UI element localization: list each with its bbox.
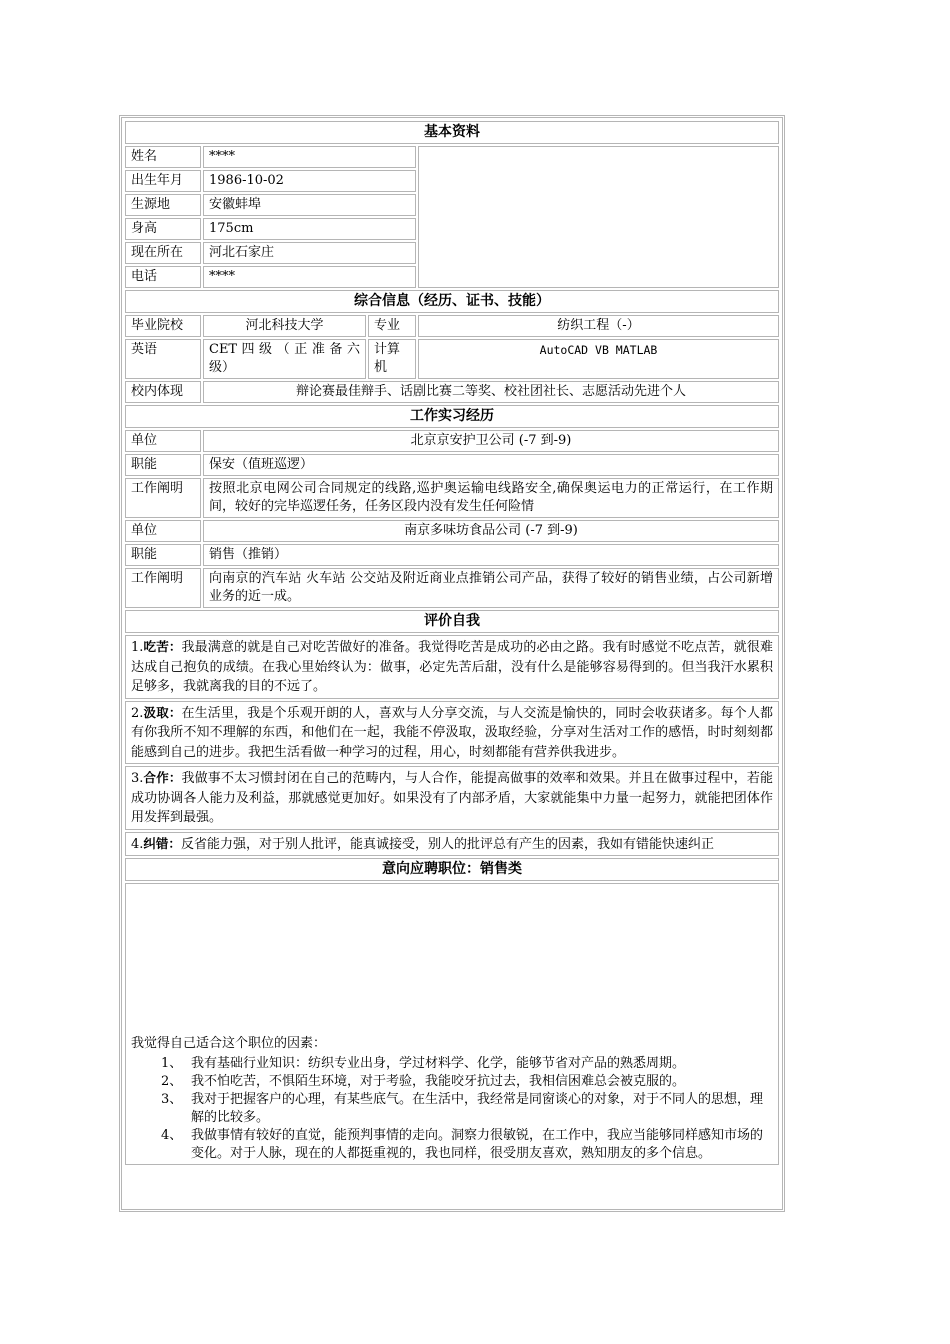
section-comprehensive-header: 综合信息（经历、证书、技能） [125, 290, 779, 313]
reason-text: 我有基础行业知识：纺织专业出身，学过材料学、化学，能够节省对产品的熟悉周期。 [191, 1056, 686, 1071]
work-desc-value: 按照北京电网公司合同规定的线路,巡护奥运输电线路安全,确保奥运电力的正常运行，在工作期间，较好的完毕巡逻任务，任务区段内没有发生任何险情 [203, 478, 779, 518]
section-target-header: 意向应聘职位：销售类 [125, 858, 779, 881]
location-label: 现在所在 [125, 242, 201, 264]
height-value: 175cm [203, 218, 416, 240]
work-role-value: 保安（值班巡逻） [203, 454, 779, 476]
school-value: 河北科技大学 [203, 315, 366, 337]
reason-item [131, 1127, 773, 1163]
evaluation-item [125, 832, 779, 857]
origin-value: 安徽蚌埠 [203, 194, 416, 216]
work-role-label: 职能 [125, 454, 201, 476]
work-unit-label: 单位 [125, 430, 201, 452]
birth-label: 出生年月 [125, 170, 201, 192]
computer-label: 计算机 [368, 339, 416, 379]
evaluation-number: 2. [131, 705, 144, 721]
work-unit-value: 北京京安护卫公司 (-7 到-9) [203, 430, 779, 452]
blank-space [131, 885, 773, 1035]
major-value: 纺织工程（-） [418, 315, 779, 337]
reason-list [131, 1055, 773, 1163]
photo-area [418, 146, 779, 288]
evaluation-title: 合作 [143, 770, 169, 785]
evaluation-title: 汲取 [143, 704, 169, 720]
reason-number: 4、 [161, 1128, 183, 1143]
computer-value: AutoCAD VB MATLAB [418, 339, 779, 379]
reason-text: 我对于把握客户的心理，有某些底气。在生活中，我经常是同窗谈心的对象，对于不同人的思想，理解的比较多。 [191, 1092, 764, 1125]
work-unit-value: 南京多味坊食品公司 (-7 到-9) [203, 520, 779, 542]
name-label: 姓名 [125, 146, 201, 168]
target-intro: 我觉得自己适合这个职位的因素： [131, 1036, 327, 1051]
work-role-value: 销售（推销） [203, 544, 779, 566]
name-value: **** [203, 146, 416, 168]
english-label: 英语 [125, 339, 201, 379]
evaluation-separator: ： [168, 835, 181, 851]
evaluation-number: 1. [131, 640, 144, 655]
evaluation-separator: ： [168, 770, 182, 785]
reason-number: 1、 [161, 1056, 183, 1071]
reason-text: 我做事情有较好的直觉，能预判事情的走向。洞察力很敏锐，在工作中，我应当能够同样感知市场的变化。对于人脉，现在的人都挺重视的，我也同样，很受朋友喜欢，熟知朋友的多个信息。 [191, 1128, 764, 1161]
evaluation-text: 我做事不太习惯封闭在自己的范畴内，与人合作，能提高做事的效率和效果。并且在做事过程中，若能成功协调各人能力及利益，那就感觉更加好。如果没有了内部矛盾，大家就能集中力量一起努力，就能把团体作用发挥到最强。 [131, 771, 773, 825]
work-desc-label: 工作阐明 [125, 568, 201, 608]
height-label: 身高 [125, 218, 201, 240]
reason-item [131, 1055, 773, 1073]
english-value: CET 四 级 （ 正 准 备 六 级） [203, 339, 366, 379]
evaluation-text: 反省能力强，对于别人批评，能真诚接受，别人的批评总有产生的因素，我如有错能快速纠正 [180, 836, 714, 852]
work-role-label: 职能 [125, 544, 201, 566]
evaluation-item [125, 635, 779, 699]
phone-label: 电话 [125, 266, 201, 288]
location-value: 河北石家庄 [203, 242, 416, 264]
evaluation-separator: ： [168, 704, 182, 720]
evaluation-separator: ： [168, 639, 182, 654]
evaluation-item [125, 766, 779, 830]
birth-value: 1986-10-02 [203, 170, 416, 192]
evaluation-title: 纠错 [143, 835, 169, 851]
phone-value: **** [203, 266, 416, 288]
evaluation-title: 吃苦 [143, 639, 169, 654]
reason-number: 2、 [161, 1074, 183, 1089]
evaluation-text: 在生活里，我是个乐观开朗的人，喜欢与人分享交流，与人交流是愉快的，同时会收获诸多。每个人都有你我所不知不理解的东西，和他们在一起，我能不停汲取，汲取经验，分享对生活对工作的感悟，时时刻刻都能感到自己的进步。我把生活看做一种学习的过程，用心，时刻都能有营养供我进步。 [131, 705, 773, 760]
reason-item [131, 1091, 773, 1127]
work-unit-label: 单位 [125, 520, 201, 542]
major-label: 专业 [368, 315, 416, 337]
target-content [125, 883, 779, 1165]
resume-table [119, 115, 785, 1212]
campus-value: 辩论赛最佳辩手、话剧比赛二等奖、校社团社长、志愿活动先进个人 [203, 381, 779, 403]
campus-label: 校内体现 [125, 381, 201, 403]
origin-label: 生源地 [125, 194, 201, 216]
section-evaluation-header: 评价自我 [125, 610, 779, 633]
evaluation-text: 我最满意的就是自己对吃苦做好的准备。我觉得吃苦是成功的必由之路。我有时感觉不吃点苦，就很难达成自己抱负的成绩。在我心里始终认为：做事，必定先苦后甜，没有什么是能够容易得到的。但当我汗水累积足够多，我就离我的目的不远了。 [131, 640, 773, 694]
reason-text: 我不怕吃苦，不惧陌生环境，对于考验，我能咬牙抗过去，我相信困难总会被克服的。 [191, 1074, 686, 1089]
section-work-header: 工作实习经历 [125, 405, 779, 428]
section-basic-header: 基本资料 [125, 121, 779, 144]
work-desc-value: 向南京的汽车站 火车站 公交站及附近商业点推销公司产品，获得了较好的销售业绩，占公司新增业务的近一成。 [203, 568, 779, 608]
evaluation-number: 3. [131, 771, 144, 786]
school-label: 毕业院校 [125, 315, 201, 337]
evaluation-item [125, 701, 779, 765]
evaluation-number: 4. [131, 836, 144, 852]
reason-item [131, 1073, 773, 1091]
work-desc-label: 工作阐明 [125, 478, 201, 518]
reason-number: 3、 [161, 1092, 183, 1107]
